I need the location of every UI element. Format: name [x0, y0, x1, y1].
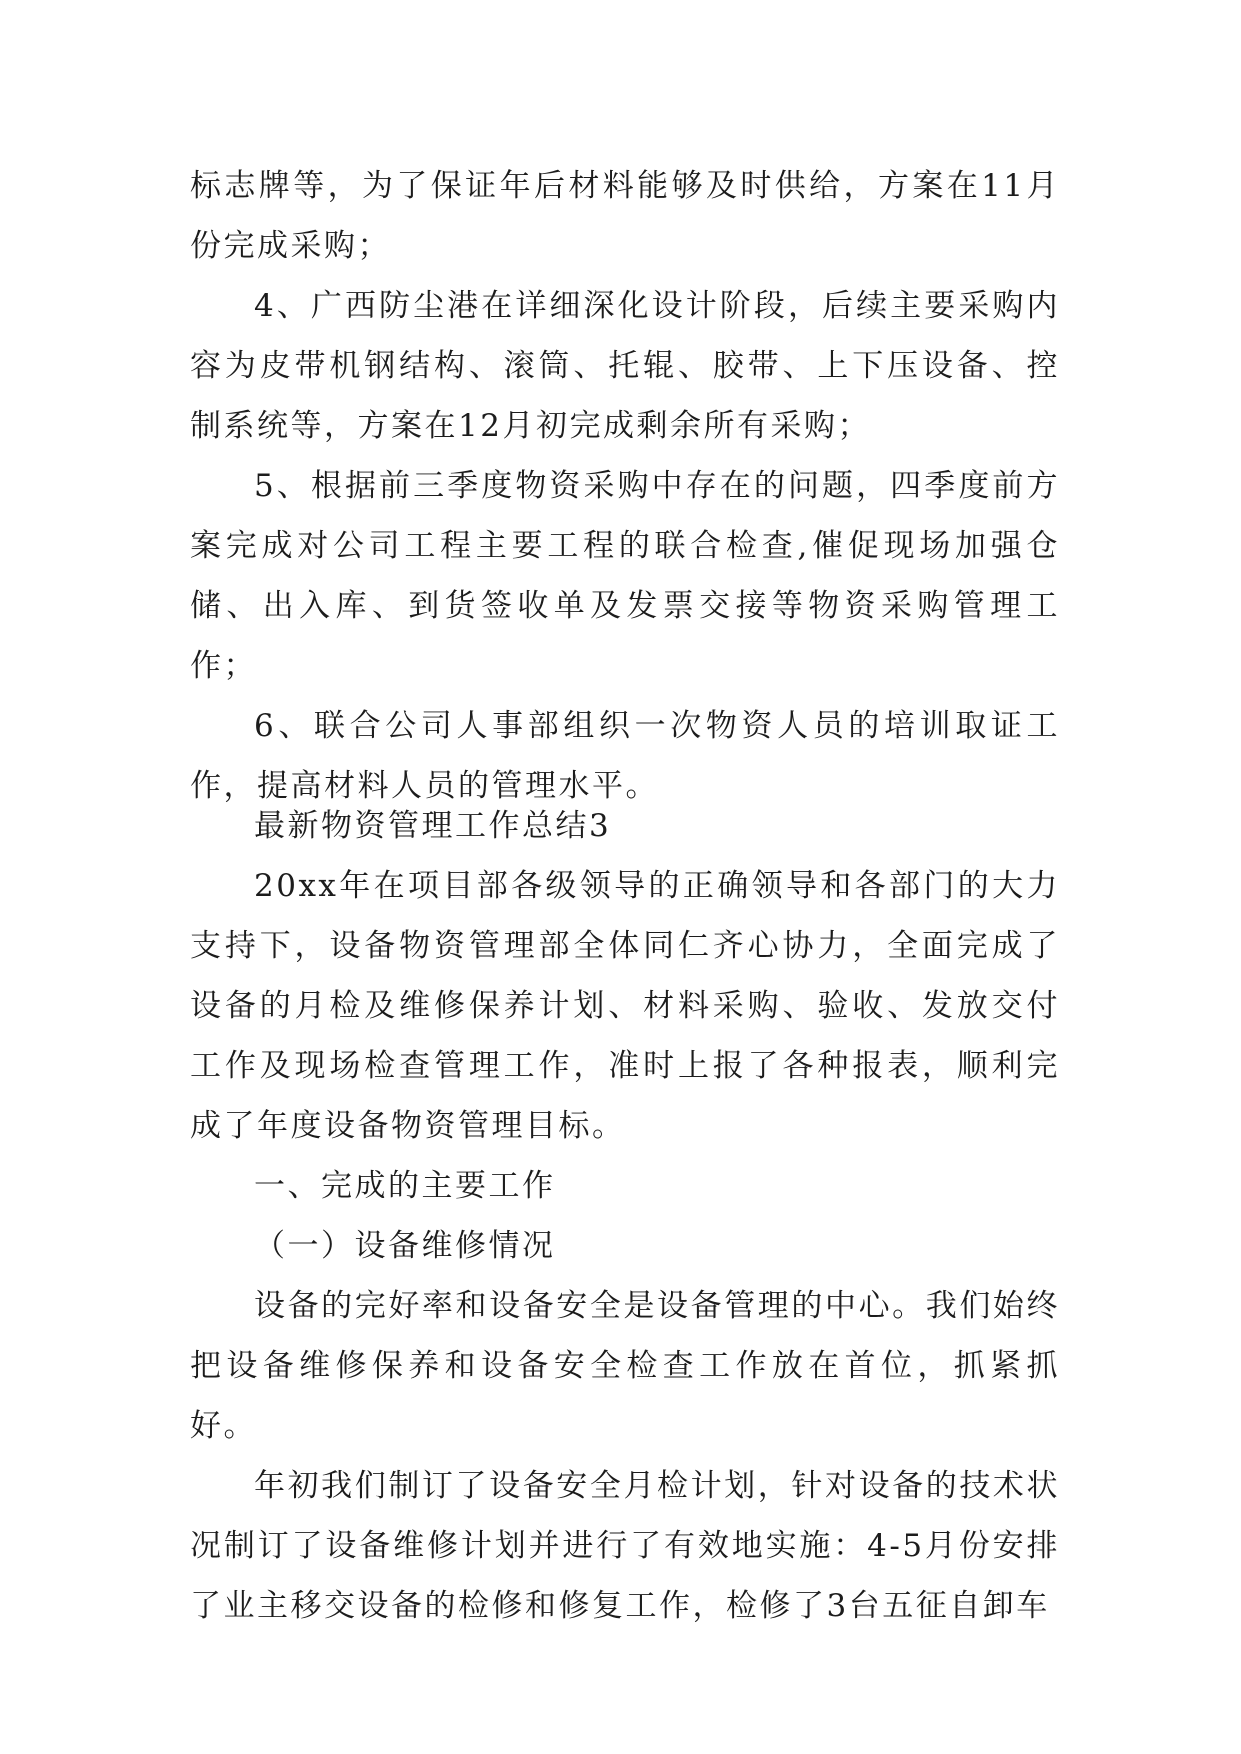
paragraph-monthly-plan: 年初我们制订了设备安全月检计划，针对设备的技术状况制订了设备维修计划并进行了有效地实施：4-5月份安排了业主移交设备的检修和修复工作，检修了3台五征自卸车 — [190, 1468, 1060, 1624]
paragraph-item-5: 5、根据前三季度物资采购中存在的问题，四季度前方案完成对公司工程主要工程的联合检查,催促现场加强仓储、出入库、到货签收单及发票交接等物资采购管理工作； — [190, 468, 1060, 684]
body-text-upper — [190, 156, 1060, 816]
paragraph-item-4: 4、广西防尘港在详细深化设计阶段，后续主要采购内容为皮带机钢结构、滚筒、托辊、胶带、上下压设备、控制系统等，方案在12月初完成剩余所有采购； — [190, 288, 1060, 444]
paragraph-item-6: 6、联合公司人事部组织一次物资人员的培训取证工作，提高材料人员的管理水平。 — [190, 708, 1060, 804]
heading-main-work: 一、完成的主要工作 — [254, 1168, 556, 1204]
paragraph-procurement-signs: 标志牌等，为了保证年后材料能够及时供给，方案在11月份完成采购； — [190, 168, 1060, 264]
body-text-lower — [190, 796, 1060, 1636]
section-title: 最新物资管理工作总结3 — [254, 808, 612, 844]
paragraph-intro: 20xx年在项目部各级领导的正确领导和各部门的大力支持下，设备物资管理部全体同仁齐心协力，全面完成了设备的月检及维修保养计划、材料采购、验收、发放交付工作及现场检查管理工作，准时上报了各种报表，顺利完成了年度设备物资管理目标。 — [190, 868, 1060, 1144]
paragraph-equipment-safety: 设备的完好率和设备安全是设备管理的中心。我们始终把设备维修保养和设备安全检查工作放在首位，抓紧抓好。 — [190, 1288, 1060, 1444]
heading-equipment-repair: （一）设备维修情况 — [254, 1228, 556, 1264]
